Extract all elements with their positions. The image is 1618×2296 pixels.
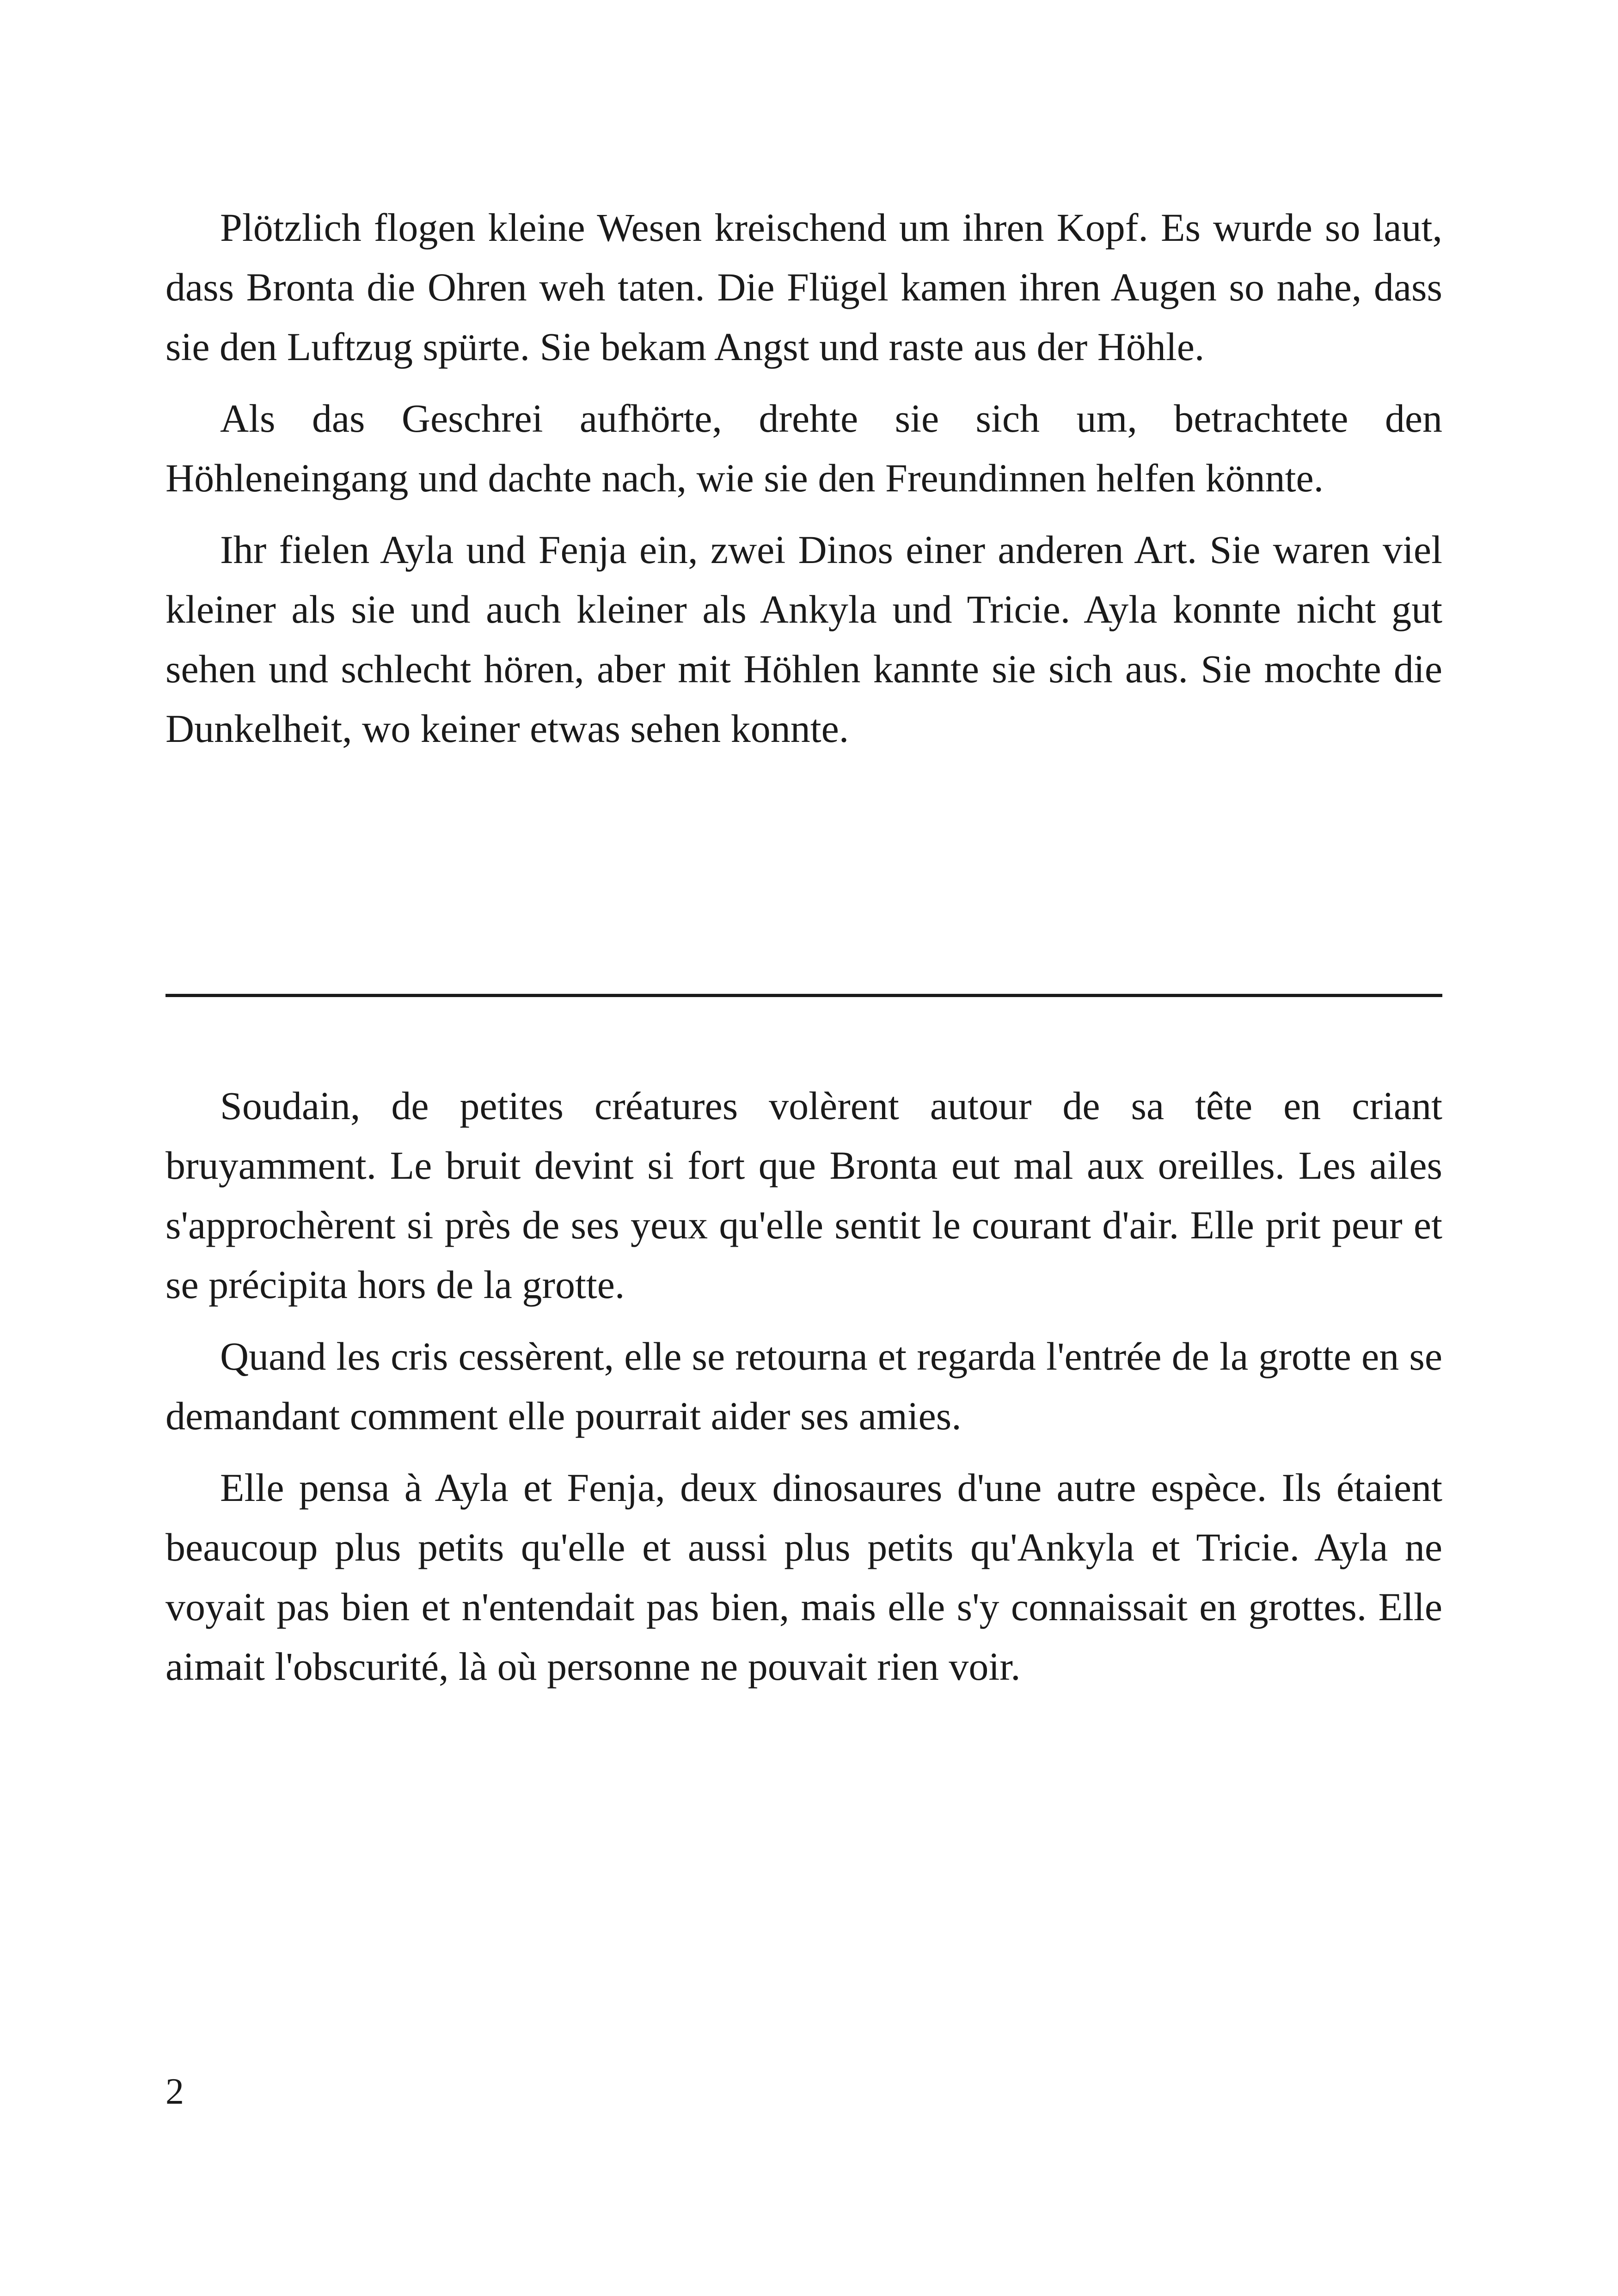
french-paragraph-1: Soudain, de petites créatures volèrent autour de sa tête en criant bruyamment. Le bruit devint si fort que Bronta eut mal aux oreilles. Les ailes s'approchèrent si près de ses yeux qu'elle sentit le courant d'air. Elle prit peur et se précipita hors de la grotte. xyxy=(165,1084,1442,1307)
german-paragraph-1: Plötzlich flogen kleine Wesen kreischend um ihren Kopf. Es wurde so laut, dass Bronta die Ohren weh taten. Die Flügel kamen ihren Augen so nahe, dass sie den Luftzug spürte. Sie bekam Angst und raste aus der Höhle. xyxy=(165,205,1442,369)
section-divider xyxy=(165,994,1442,997)
french-paragraph-3: Elle pensa à Ayla et Fenja, deux dinosaures d'une autre espèce. Ils étaient beaucoup plus petits qu'elle et aussi plus petits qu'Ankyla et Tricie. Ayla ne voyait pas bien et n'entendait pas bien, mais elle s'y connaissait en grottes. Elle aimait l'obscurité, là où personne ne pouvait rien voir. xyxy=(165,1465,1442,1689)
german-paragraph-3: Ihr fielen Ayla und Fenja ein, zwei Dinos einer anderen Art. Sie waren viel kleiner als sie und auch kleiner als Ankyla und Tricie. Ayla konnte nicht gut sehen und schlecht hören, aber mit Höhlen kannte sie sich aus. Sie mochte die Dunkelheit, wo keiner etwas sehen konnte. xyxy=(165,527,1442,751)
french-text-section xyxy=(165,1076,1442,1696)
german-paragraph-2: Als das Geschrei aufhörte, drehte sie sich um, betrachtete den Höhleneingang und dachte nach, wie sie den Freundinnen helfen könnte. xyxy=(165,396,1442,500)
page-number: 2 xyxy=(165,2071,184,2112)
german-text-section xyxy=(165,198,1442,759)
french-paragraph-2: Quand les cris cessèrent, elle se retourna et regarda l'entrée de la grotte en se demandant comment elle pourrait aider ses amies. xyxy=(165,1334,1442,1438)
